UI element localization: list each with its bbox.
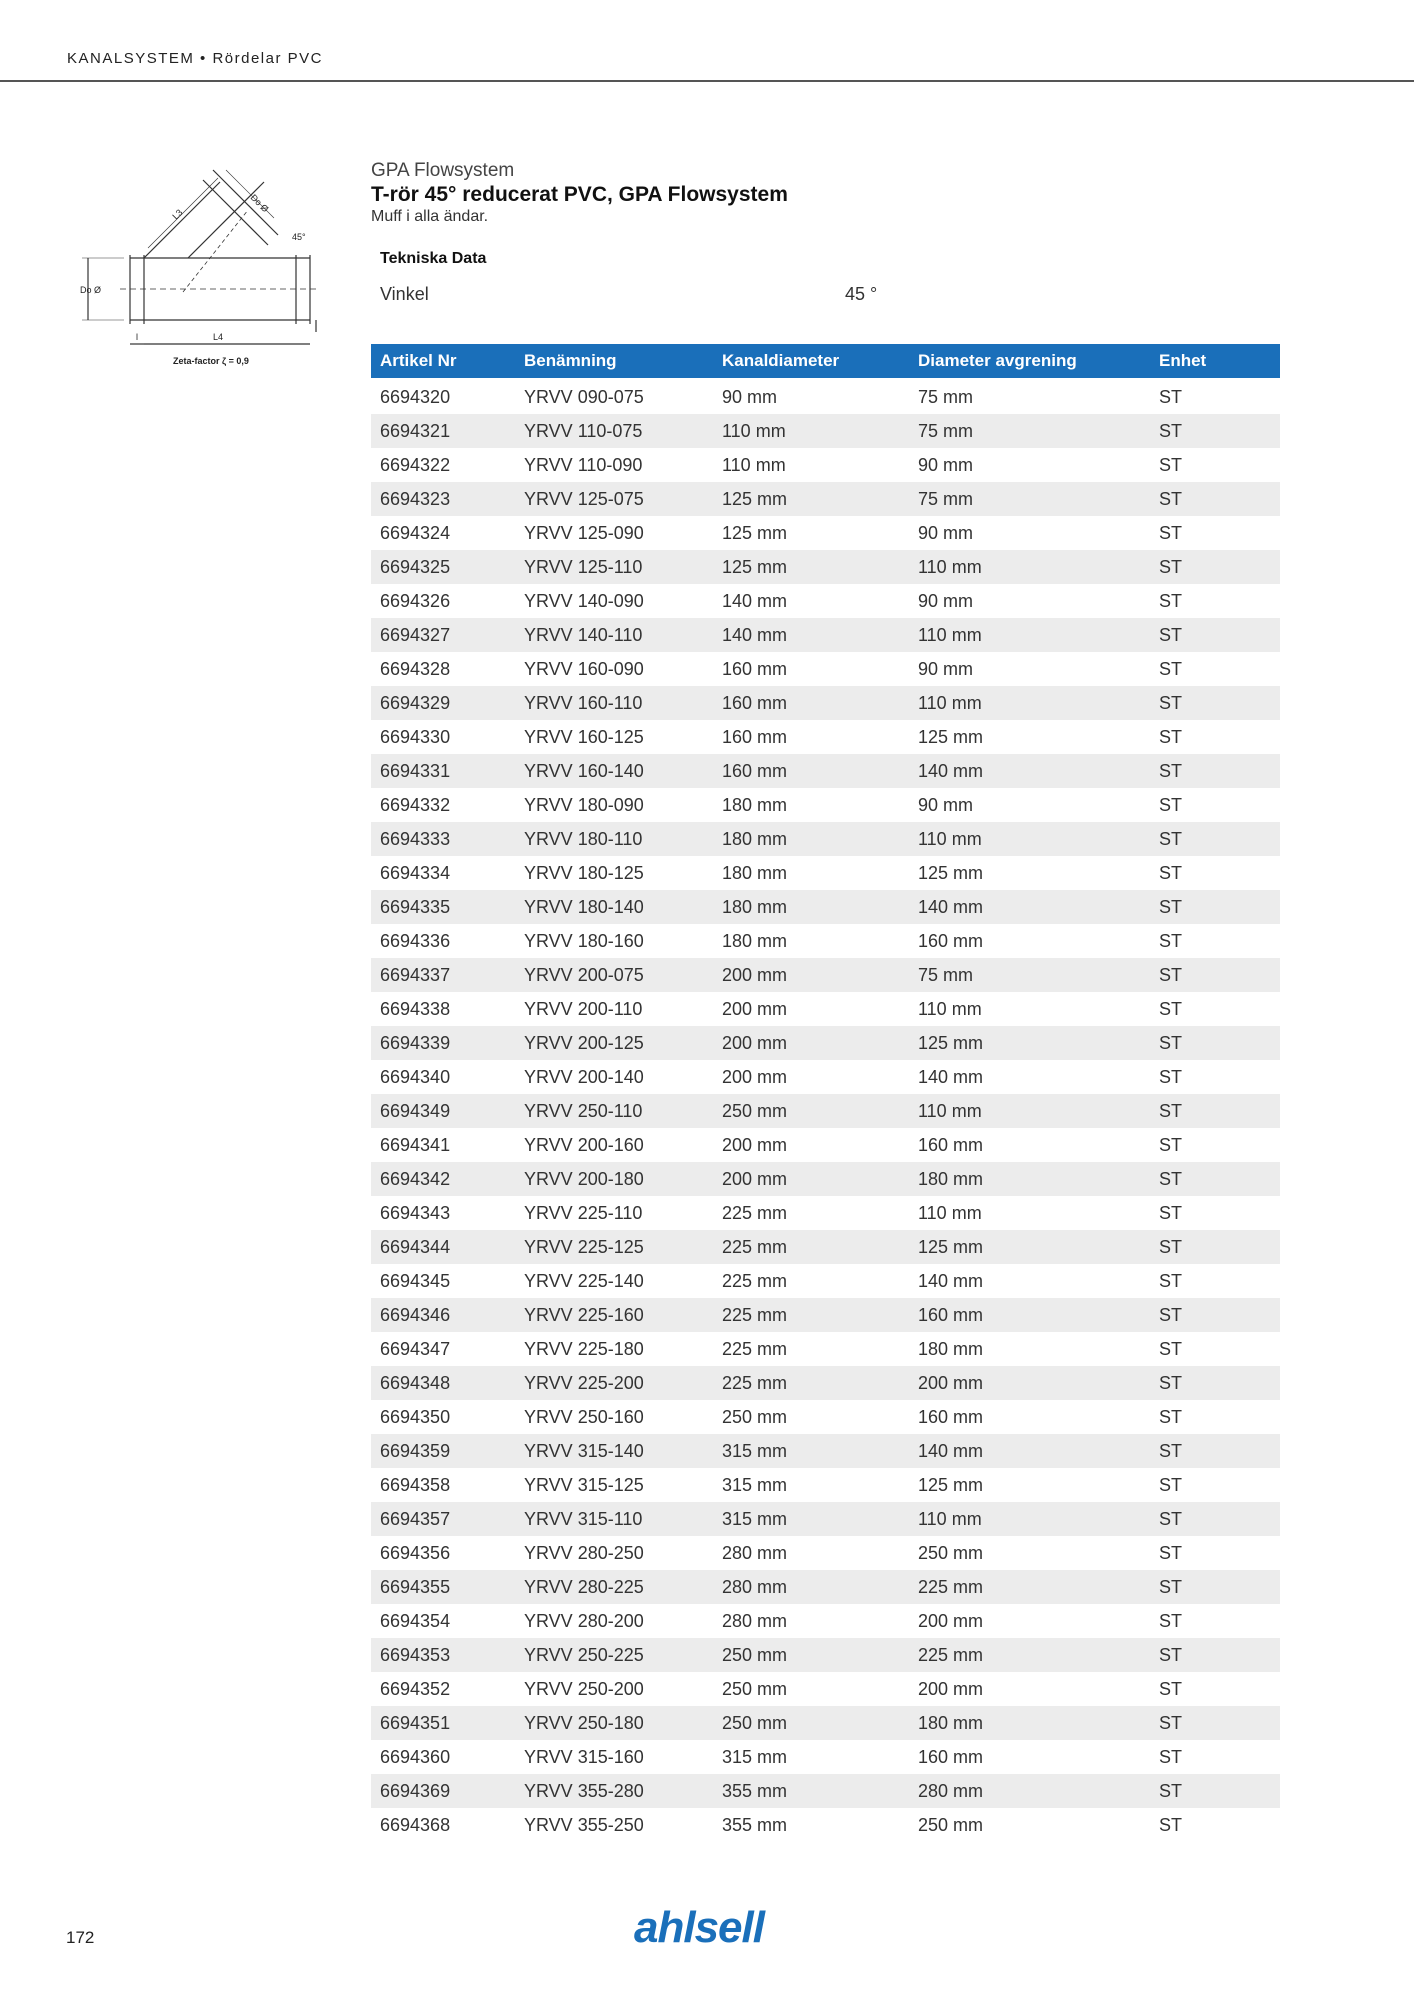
- cell-article-nr: 6694334: [380, 862, 451, 883]
- cell-unit: ST: [1159, 1066, 1183, 1087]
- cell-duct-diameter: 200 mm: [722, 998, 788, 1019]
- cell-name: YRVV 140-090: [524, 590, 644, 611]
- table-row: [371, 1502, 1280, 1536]
- cell-branch-diameter: 180 mm: [909, 1706, 1150, 1740]
- column-header-unit: Enhet: [1150, 344, 1280, 379]
- label-angle: 45°: [292, 232, 306, 242]
- column-header-branch-diameter: Diameter avgrening: [909, 344, 1150, 379]
- cell-unit: ST: [1150, 1162, 1280, 1196]
- cell-duct-diameter: 125 mm: [713, 482, 909, 516]
- cell-branch-diameter: 90 mm: [918, 522, 974, 543]
- cell-article-nr: 6694359: [371, 1434, 515, 1468]
- tee-pipe-diagram: [68, 160, 338, 375]
- cell-duct-diameter: 280 mm: [722, 1542, 788, 1563]
- table-row: [371, 1638, 1280, 1672]
- cell-article-nr: 6694344: [371, 1230, 515, 1264]
- cell-article-nr: 6694346: [371, 1298, 515, 1332]
- cell-branch-diameter: 160 mm: [909, 1298, 1150, 1332]
- cell-branch-diameter: 110 mm: [909, 686, 1150, 720]
- cell-article-nr: 6694323: [371, 482, 515, 516]
- cell-unit: ST: [1159, 1542, 1183, 1563]
- cell-duct-diameter: 225 mm: [713, 1366, 909, 1400]
- cell-duct-diameter: 160 mm: [722, 658, 788, 679]
- technical-data-label: Vinkel: [380, 284, 429, 304]
- cell-unit: ST: [1159, 862, 1183, 883]
- cell-duct-diameter: 225 mm: [713, 1230, 909, 1264]
- cell-unit: ST: [1159, 386, 1183, 407]
- cell-branch-diameter: 110 mm: [918, 1202, 982, 1223]
- cell-branch-diameter: 75 mm: [909, 958, 1150, 992]
- cell-name: YRVV 160-110: [515, 686, 713, 720]
- cell-article-nr: 6694328: [380, 658, 451, 679]
- table-row: [371, 1400, 1280, 1434]
- table-row: [371, 414, 1280, 448]
- cell-name: YRVV 200-125: [515, 1026, 713, 1060]
- cell-article-nr: 6694343: [380, 1202, 451, 1223]
- cell-article-nr: 6694353: [371, 1638, 515, 1672]
- cell-name: YRVV 280-250: [524, 1542, 644, 1563]
- cell-name: YRVV 315-110: [515, 1502, 713, 1536]
- table-row: [371, 1264, 1280, 1298]
- product-subtitle: Muff i alla ändar.: [371, 208, 489, 225]
- cell-unit: ST: [1150, 1026, 1280, 1060]
- cell-name: YRVV 200-075: [515, 958, 713, 992]
- table-row: [371, 1536, 1280, 1570]
- table-row: [371, 448, 1280, 482]
- cell-branch-diameter: 125 mm: [909, 1026, 1150, 1060]
- cell-name: YRVV 355-250: [524, 1814, 644, 1835]
- cell-duct-diameter: 140 mm: [722, 590, 788, 611]
- cell-duct-diameter: 180 mm: [722, 930, 788, 951]
- cell-branch-diameter: 125 mm: [909, 1230, 1150, 1264]
- cell-name: YRVV 110-075: [515, 414, 713, 448]
- cell-branch-diameter: 225 mm: [909, 1638, 1150, 1672]
- cell-duct-diameter: 160 mm: [713, 686, 909, 720]
- table-row: [371, 1332, 1280, 1366]
- cell-unit: ST: [1159, 1270, 1183, 1291]
- column-header-article: Artikel Nr: [371, 344, 515, 379]
- label-l: l: [136, 332, 138, 342]
- cell-unit: ST: [1150, 1570, 1280, 1604]
- cell-name: YRVV 125-075: [515, 482, 713, 516]
- cell-duct-diameter: 355 mm: [713, 1774, 909, 1808]
- cell-branch-diameter: 75 mm: [909, 414, 1150, 448]
- cell-duct-diameter: 180 mm: [722, 862, 788, 883]
- cell-name: YRVV 180-110: [515, 822, 713, 856]
- cell-branch-diameter: 125 mm: [918, 1474, 984, 1495]
- cell-unit: ST: [1150, 414, 1280, 448]
- cell-duct-diameter: 225 mm: [713, 1298, 909, 1332]
- cell-article-nr: 6694358: [380, 1474, 451, 1495]
- cell-duct-diameter: 200 mm: [713, 1026, 909, 1060]
- cell-unit: ST: [1150, 686, 1280, 720]
- cell-branch-diameter: 160 mm: [918, 1134, 984, 1155]
- cell-branch-diameter: 90 mm: [918, 454, 974, 475]
- cell-branch-diameter: 110 mm: [909, 1094, 1150, 1128]
- cell-branch-diameter: 200 mm: [909, 1366, 1150, 1400]
- page-number: 172: [66, 1928, 95, 1947]
- cell-branch-diameter: 110 mm: [909, 1502, 1150, 1536]
- cell-name: YRVV 110-090: [524, 454, 643, 475]
- cell-name: YRVV 225-125: [515, 1230, 713, 1264]
- table-row: [371, 754, 1280, 788]
- table-row: [371, 1706, 1280, 1740]
- cell-branch-diameter: 75 mm: [909, 482, 1150, 516]
- cell-name: YRVV 180-090: [524, 794, 644, 815]
- table-row: [371, 856, 1280, 890]
- cell-duct-diameter: 250 mm: [713, 1706, 909, 1740]
- cell-name: YRVV 180-140: [515, 890, 713, 924]
- cell-article-nr: 6694330: [380, 726, 451, 747]
- cell-duct-diameter: 90 mm: [722, 386, 778, 407]
- cell-unit: ST: [1159, 1338, 1183, 1359]
- cell-unit: ST: [1150, 1298, 1280, 1332]
- table-row: [371, 1604, 1280, 1638]
- product-brand: GPA Flowsystem: [371, 160, 515, 181]
- cell-duct-diameter: 225 mm: [722, 1338, 788, 1359]
- column-header-name: Benämning: [515, 344, 713, 379]
- cell-duct-diameter: 280 mm: [722, 1610, 788, 1631]
- cell-name: YRVV 090-075: [524, 386, 644, 407]
- breadcrumb: KANALSYSTEM • Rördelar PVC: [67, 50, 323, 67]
- cell-unit: ST: [1159, 1474, 1183, 1495]
- cell-name: YRVV 250-180: [515, 1706, 713, 1740]
- cell-article-nr: 6694355: [371, 1570, 515, 1604]
- cell-branch-diameter: 200 mm: [918, 1678, 984, 1699]
- table-row: [371, 822, 1280, 856]
- cell-article-nr: 6694357: [371, 1502, 515, 1536]
- table-row: [371, 1570, 1280, 1604]
- cell-article-nr: 6694351: [371, 1706, 515, 1740]
- cell-name: YRVV 355-280: [515, 1774, 713, 1808]
- cell-unit: ST: [1159, 590, 1183, 611]
- cell-unit: ST: [1150, 618, 1280, 652]
- table-row: [371, 924, 1280, 958]
- cell-duct-diameter: 200 mm: [722, 1066, 788, 1087]
- cell-duct-diameter: 315 mm: [722, 1474, 788, 1495]
- cell-unit: ST: [1150, 1094, 1280, 1128]
- cell-name: YRVV 250-200: [524, 1678, 644, 1699]
- cell-duct-diameter: 355 mm: [722, 1814, 788, 1835]
- cell-article-nr: 6694335: [371, 890, 515, 924]
- cell-unit: ST: [1159, 1610, 1183, 1631]
- cell-unit: ST: [1159, 522, 1183, 543]
- cell-article-nr: 6694337: [371, 958, 515, 992]
- cell-name: YRVV 200-110: [524, 998, 643, 1019]
- cell-article-nr: 6694339: [371, 1026, 515, 1060]
- cell-unit: ST: [1150, 1502, 1280, 1536]
- cell-article-nr: 6694341: [380, 1134, 451, 1155]
- cell-article-nr: 6694368: [380, 1814, 451, 1835]
- cell-duct-diameter: 110 mm: [722, 454, 786, 475]
- cell-article-nr: 6694360: [380, 1746, 451, 1767]
- cell-unit: ST: [1150, 754, 1280, 788]
- cell-branch-diameter: 140 mm: [909, 890, 1150, 924]
- cell-unit: ST: [1159, 658, 1183, 679]
- cell-unit: ST: [1150, 890, 1280, 924]
- cell-duct-diameter: 200 mm: [713, 1162, 909, 1196]
- cell-name: YRVV 280-225: [515, 1570, 713, 1604]
- cell-article-nr: 6694342: [371, 1162, 515, 1196]
- header-divider: [0, 80, 1414, 82]
- cell-unit: ST: [1159, 1814, 1183, 1835]
- cell-branch-diameter: 140 mm: [918, 1270, 984, 1291]
- table-row: [371, 516, 1280, 550]
- product-title: T-rör 45° reducerat PVC, GPA Flowsystem: [371, 183, 788, 206]
- table-row: [371, 1162, 1280, 1196]
- cell-name: YRVV 200-140: [524, 1066, 644, 1087]
- cell-unit: ST: [1150, 550, 1280, 584]
- cell-name: YRVV 315-160: [524, 1746, 644, 1767]
- cell-branch-diameter: 125 mm: [918, 726, 984, 747]
- cell-name: YRVV 315-140: [515, 1434, 713, 1468]
- table-row: [371, 1128, 1280, 1162]
- cell-article-nr: 6694369: [371, 1774, 515, 1808]
- cell-article-nr: 6694332: [380, 794, 451, 815]
- cell-duct-diameter: 280 mm: [713, 1570, 909, 1604]
- table-row: [371, 618, 1280, 652]
- cell-duct-diameter: 180 mm: [722, 794, 788, 815]
- table-row: [371, 584, 1280, 618]
- table-row: [371, 1094, 1280, 1128]
- cell-name: YRVV 280-200: [524, 1610, 644, 1631]
- technical-data-row: [380, 284, 1260, 306]
- cell-duct-diameter: 160 mm: [722, 726, 788, 747]
- cell-unit: ST: [1150, 958, 1280, 992]
- cell-name: YRVV 200-180: [515, 1162, 713, 1196]
- label-l3: L3: [170, 207, 185, 222]
- cell-unit: ST: [1159, 726, 1183, 747]
- cell-unit: ST: [1150, 1230, 1280, 1264]
- cell-name: YRVV 225-180: [524, 1338, 644, 1359]
- cell-article-nr: 6694329: [371, 686, 515, 720]
- cell-article-nr: 6694347: [380, 1338, 451, 1359]
- cell-unit: ST: [1159, 1202, 1183, 1223]
- cell-unit: ST: [1150, 1434, 1280, 1468]
- cell-name: YRVV 225-140: [524, 1270, 644, 1291]
- cell-name: YRVV 160-125: [524, 726, 644, 747]
- cell-duct-diameter: 160 mm: [713, 754, 909, 788]
- cell-duct-diameter: 125 mm: [713, 550, 909, 584]
- label-do-branch: Do Ø: [248, 192, 271, 215]
- cell-article-nr: 6694327: [371, 618, 515, 652]
- cell-article-nr: 6694326: [380, 590, 451, 611]
- cell-name: YRVV 180-125: [524, 862, 644, 883]
- cell-branch-diameter: 160 mm: [918, 1406, 984, 1427]
- table-row: [371, 1298, 1280, 1332]
- cell-article-nr: 6694322: [380, 454, 451, 475]
- cell-name: YRVV 180-160: [524, 930, 644, 951]
- cell-unit: ST: [1150, 1706, 1280, 1740]
- table-row: [371, 1434, 1280, 1468]
- cell-branch-diameter: 140 mm: [918, 1066, 984, 1087]
- cell-branch-diameter: 90 mm: [918, 658, 974, 679]
- table-row: [371, 1672, 1280, 1706]
- label-zeta: Zeta-factor ζ = 0,9: [173, 356, 249, 366]
- cell-unit: ST: [1150, 1366, 1280, 1400]
- table-row: [371, 1468, 1280, 1502]
- cell-branch-diameter: 250 mm: [918, 1814, 984, 1835]
- cell-article-nr: 6694336: [380, 930, 451, 951]
- table-row: [371, 550, 1280, 584]
- cell-name: YRVV 315-125: [524, 1474, 644, 1495]
- table-row: [371, 992, 1280, 1026]
- table-body: [371, 379, 1280, 1842]
- cell-branch-diameter: 280 mm: [909, 1774, 1150, 1808]
- cell-branch-diameter: 180 mm: [918, 1338, 984, 1359]
- cell-unit: ST: [1159, 1134, 1183, 1155]
- cell-duct-diameter: 200 mm: [722, 1134, 788, 1155]
- cell-branch-diameter: 110 mm: [909, 618, 1150, 652]
- table-header-row: [371, 344, 1280, 379]
- cell-article-nr: 6694321: [371, 414, 515, 448]
- cell-name: YRVV 125-110: [515, 550, 713, 584]
- cell-duct-diameter: 250 mm: [713, 1094, 909, 1128]
- cell-duct-diameter: 200 mm: [713, 958, 909, 992]
- cell-duct-diameter: 140 mm: [713, 618, 909, 652]
- cell-unit: ST: [1150, 822, 1280, 856]
- cell-branch-diameter: 90 mm: [918, 794, 974, 815]
- table-row: [371, 1366, 1280, 1400]
- technical-data-value: 45 °: [845, 284, 878, 304]
- cell-duct-diameter: 110 mm: [713, 414, 909, 448]
- cell-unit: ST: [1159, 1746, 1183, 1767]
- table-row: [371, 1774, 1280, 1808]
- cell-duct-diameter: 250 mm: [722, 1678, 788, 1699]
- cell-duct-diameter: 180 mm: [713, 890, 909, 924]
- cell-branch-diameter: 250 mm: [918, 1542, 984, 1563]
- cell-branch-diameter: 110 mm: [909, 550, 1150, 584]
- table-row: [371, 686, 1280, 720]
- cell-article-nr: 6694338: [380, 998, 451, 1019]
- cell-branch-diameter: 140 mm: [909, 754, 1150, 788]
- table-row: [371, 720, 1280, 754]
- cell-unit: ST: [1159, 1678, 1183, 1699]
- cell-branch-diameter: 125 mm: [918, 862, 984, 883]
- cell-branch-diameter: 75 mm: [918, 386, 974, 407]
- cell-branch-diameter: 110 mm: [909, 822, 1150, 856]
- cell-duct-diameter: 225 mm: [722, 1202, 788, 1223]
- cell-unit: ST: [1159, 454, 1183, 475]
- cell-branch-diameter: 140 mm: [909, 1434, 1150, 1468]
- cell-unit: ST: [1150, 1638, 1280, 1672]
- cell-article-nr: 6694340: [380, 1066, 451, 1087]
- cell-unit: ST: [1159, 998, 1183, 1019]
- cell-duct-diameter: 315 mm: [722, 1746, 788, 1767]
- cell-duct-diameter: 315 mm: [713, 1502, 909, 1536]
- cell-name: YRVV 250-110: [515, 1094, 713, 1128]
- cell-article-nr: 6694345: [380, 1270, 451, 1291]
- cell-name: YRVV 125-090: [524, 522, 644, 543]
- cell-article-nr: 6694348: [371, 1366, 515, 1400]
- cell-article-nr: 6694354: [380, 1610, 451, 1631]
- cell-duct-diameter: 225 mm: [722, 1270, 788, 1291]
- label-do-main: Do Ø: [80, 285, 102, 295]
- column-header-duct-diameter: Kanaldiameter: [713, 344, 909, 379]
- cell-duct-diameter: 250 mm: [722, 1406, 788, 1427]
- cell-unit: ST: [1150, 1774, 1280, 1808]
- cell-name: YRVV 225-200: [515, 1366, 713, 1400]
- cell-branch-diameter: 200 mm: [918, 1610, 984, 1631]
- cell-name: YRVV 160-090: [524, 658, 644, 679]
- table-row: [371, 379, 1280, 414]
- cell-name: YRVV 250-160: [524, 1406, 644, 1427]
- cell-duct-diameter: 250 mm: [713, 1638, 909, 1672]
- ahlsell-logo: ahlsell: [634, 1903, 764, 1952]
- cell-article-nr: 6694324: [380, 522, 451, 543]
- cell-name: YRVV 250-225: [515, 1638, 713, 1672]
- cell-article-nr: 6694320: [380, 386, 451, 407]
- cell-name: YRVV 225-110: [524, 1202, 643, 1223]
- cell-branch-diameter: 225 mm: [909, 1570, 1150, 1604]
- table-row: [371, 1026, 1280, 1060]
- cell-unit: ST: [1159, 1406, 1183, 1427]
- cell-name: YRVV 200-160: [524, 1134, 644, 1155]
- cell-unit: ST: [1150, 482, 1280, 516]
- technical-data-heading: Tekniska Data: [380, 250, 487, 267]
- table-row: [371, 958, 1280, 992]
- table-row: [371, 1060, 1280, 1094]
- cell-unit: ST: [1159, 930, 1183, 951]
- product-table: [371, 344, 1280, 1842]
- cell-article-nr: 6694349: [371, 1094, 515, 1128]
- cell-branch-diameter: 90 mm: [918, 590, 974, 611]
- table-row: [371, 1808, 1280, 1842]
- technical-data: [380, 250, 1260, 306]
- cell-duct-diameter: 180 mm: [713, 822, 909, 856]
- cell-article-nr: 6694350: [380, 1406, 451, 1427]
- cell-duct-diameter: 125 mm: [722, 522, 788, 543]
- cell-unit: ST: [1159, 794, 1183, 815]
- cell-article-nr: 6694352: [380, 1678, 451, 1699]
- table-row: [371, 652, 1280, 686]
- cell-branch-diameter: 180 mm: [909, 1162, 1150, 1196]
- cell-duct-diameter: 315 mm: [713, 1434, 909, 1468]
- product-intro: [371, 160, 1251, 226]
- cell-name: YRVV 225-160: [515, 1298, 713, 1332]
- table-row: [371, 1230, 1280, 1264]
- table-row: [371, 1196, 1280, 1230]
- cell-branch-diameter: 160 mm: [918, 930, 984, 951]
- cell-name: YRVV 140-110: [515, 618, 713, 652]
- cell-branch-diameter: 110 mm: [918, 998, 982, 1019]
- cell-name: YRVV 160-140: [515, 754, 713, 788]
- table-row: [371, 788, 1280, 822]
- table-row: [371, 482, 1280, 516]
- cell-article-nr: 6694333: [371, 822, 515, 856]
- label-l4: L4: [213, 332, 224, 342]
- cell-article-nr: 6694331: [371, 754, 515, 788]
- table-row: [371, 890, 1280, 924]
- cell-article-nr: 6694356: [380, 1542, 451, 1563]
- table-row: [371, 1740, 1280, 1774]
- cell-article-nr: 6694325: [371, 550, 515, 584]
- cell-branch-diameter: 160 mm: [918, 1746, 984, 1767]
